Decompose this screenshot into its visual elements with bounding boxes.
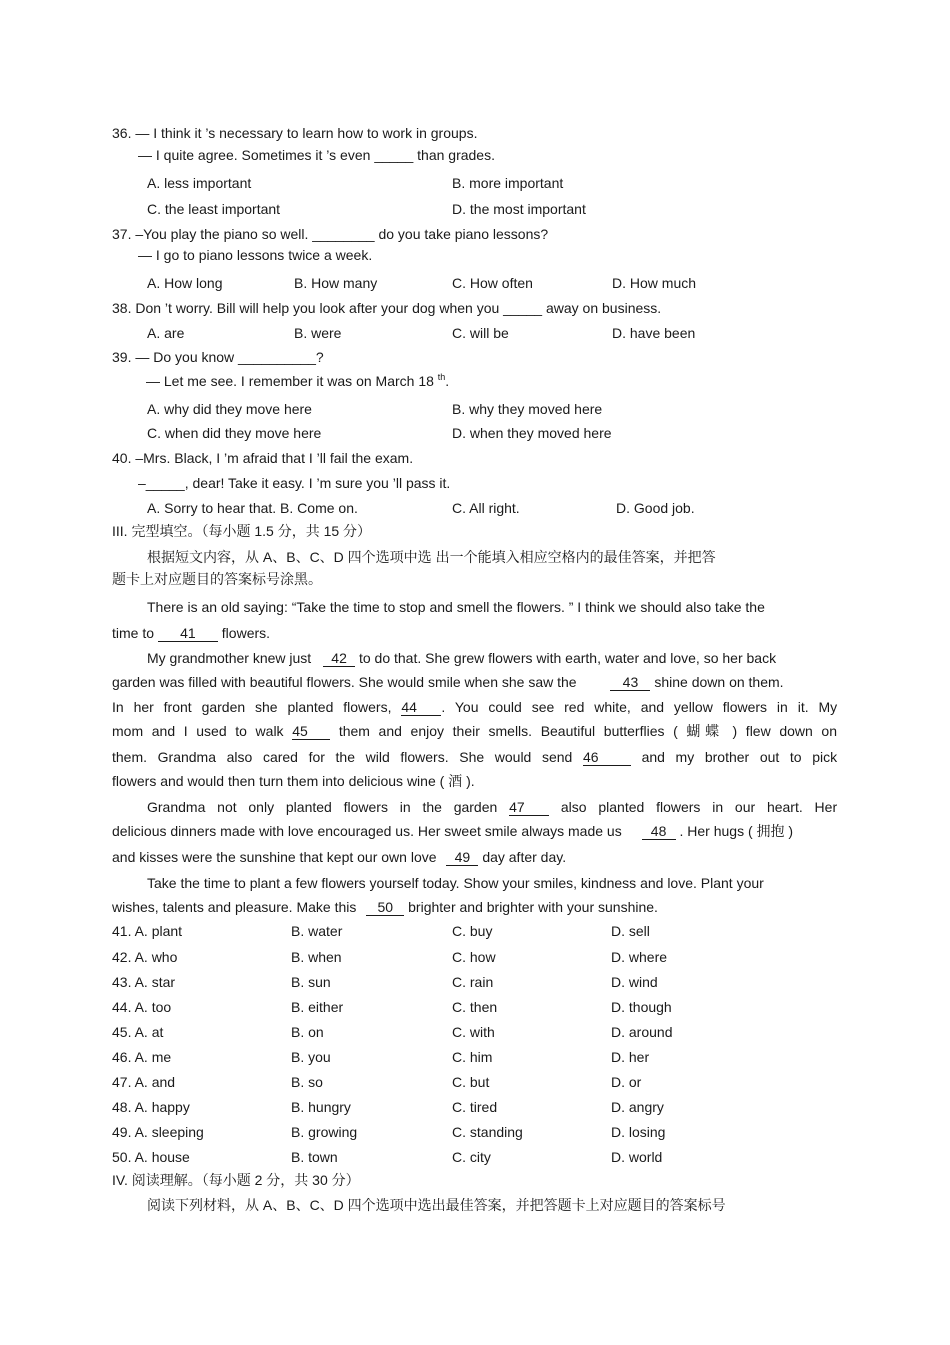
q39-option-c: C. when did they move here [147, 425, 322, 441]
option-44-d: D. though [611, 999, 672, 1015]
passage-line [112, 673, 784, 691]
option-46-c: C. him [452, 1049, 493, 1065]
passage-text: their [452, 723, 480, 739]
passage-text: My grandmother knew just [147, 650, 312, 666]
option-47-a: 47. A. and [112, 1074, 176, 1090]
passage-text: wishes, talents and pleasure. Make this [112, 899, 357, 915]
option-50-d: D. world [611, 1149, 663, 1165]
option-50-a: 50. A. house [112, 1149, 190, 1165]
passage-text: also [226, 749, 253, 765]
q40-stem: 40. –Mrs. Black, I ’m afraid that I ’ll fail the exam. [112, 450, 414, 466]
passage-text: butterflies ( [603, 723, 678, 739]
section-4-instruction: 阅读下列材料，从 A、B、C、D 四个选项中选出最佳答案，并把答题卡上对应题目的答案标号 [147, 1197, 726, 1213]
q36-reply [138, 146, 495, 164]
blank-49: 49 [446, 850, 478, 866]
q39-option-a: A. why did they move here [147, 401, 312, 417]
blank-47: 47 [509, 800, 549, 816]
option-49-c: C. standing [452, 1124, 523, 1140]
passage-text: Grandma [147, 799, 206, 815]
option-41-a: 41. A. plant [112, 923, 183, 939]
section-3-instruction-cont: 题卡上对应题目的答案标号涂黑。 [112, 571, 322, 587]
passage-text: and my [641, 749, 695, 765]
passage-text: and kisses were the sunshine that kept our own love [112, 849, 437, 865]
option-45-c: C. with [452, 1024, 495, 1040]
option-44-a: 44. A. too [112, 999, 172, 1015]
option-49-d: D. losing [611, 1124, 666, 1140]
option-44-c: C. then [452, 999, 498, 1015]
option-49-b: B. growing [291, 1124, 358, 1140]
passage-text: out [759, 749, 780, 765]
passage-text: to [789, 749, 802, 765]
q38-option-d: D. have been [612, 325, 696, 341]
passage-line: flowers and would then turn them into delicious wine ( 酒 ). [112, 773, 475, 789]
passage-text: Her [814, 799, 838, 815]
passage-text: see red white, [531, 699, 631, 715]
option-41-c: C. buy [452, 923, 493, 939]
blank-50: 50 [366, 900, 404, 916]
passage-text: her [133, 699, 154, 715]
q38-stem: 38. Don ’t worry. Bill will help you look after your dog when you _____ away on business. [112, 300, 662, 316]
passage-text: could [488, 699, 522, 715]
option-43-c: C. rain [452, 974, 494, 990]
passage-line [112, 848, 566, 866]
q39-reply-end: . [445, 373, 450, 389]
passage-text: not only [217, 799, 275, 815]
q39-option-d: D. when they moved here [452, 425, 612, 441]
blank-44: 44 [401, 700, 441, 716]
passage-line [112, 898, 658, 916]
passage-text: shine down on them. [654, 674, 784, 690]
option-41-b: B. water [291, 923, 343, 939]
blank-43: 43 [610, 675, 650, 691]
q40-option-d: D. Good job. [616, 500, 695, 516]
passage-text: brighter and brighter with your sunshine. [408, 899, 658, 915]
option-48-a: 48. A. happy [112, 1099, 190, 1115]
q36-reply-end: than grades. [417, 147, 495, 163]
option-43-d: D. wind [611, 974, 658, 990]
q39-reply-text: — Let me see. I remember it was on March 18 [146, 373, 434, 389]
passage-text: our heart. [734, 799, 803, 815]
section-3-title: III. 完型填空。（每小题 1.5 分，共 15 分） [112, 523, 372, 539]
option-42-a: 42. A. who [112, 949, 178, 965]
passage-line: There is an old saying: “Take the time to stop and smell the flowers. ” I think we should also take the [147, 599, 765, 615]
section-3-instruction: 根据短文内容，从 A、B、C、D 四个选项中选 出一个能填入相应空格内的最佳答案，并把答 [147, 549, 716, 565]
passage-text: in [399, 799, 411, 815]
q36-option-b: B. more important [452, 175, 564, 191]
passage-text: She would [459, 749, 532, 765]
option-45-d: D. around [611, 1024, 673, 1040]
passage-text: in [776, 699, 788, 715]
passage-text: My [818, 699, 838, 715]
passage-text: them. [112, 749, 148, 765]
option-48-c: C. tired [452, 1099, 498, 1115]
option-47-c: C. but [452, 1074, 490, 1090]
passage-text: 蝴蝶 [686, 723, 724, 739]
passage-text: time to [112, 625, 155, 641]
q40-reply: –_____, dear! Take it easy. I ’m sure you ’ll pass it. [138, 475, 451, 491]
option-50-b: B. town [291, 1149, 338, 1165]
option-47-d: D. or [611, 1074, 642, 1090]
passage-line: Take the time to plant a few flowers yourself today. Show your smiles, kindness and love. Plant your [147, 875, 764, 891]
q39-reply-sup: th [437, 372, 446, 382]
option-46-b: B. you [291, 1049, 331, 1065]
passage-text: . Her hugs ( 拥抱 ) [679, 823, 794, 839]
q39-stem: 39. — Do you know __________? [112, 349, 324, 365]
blank-42: 42 [323, 651, 355, 667]
option-45-a: 45. A. at [112, 1024, 164, 1040]
option-42-b: B. when [291, 949, 342, 965]
option-43-a: 43. A. star [112, 974, 176, 990]
q37-option-d: D. How much [612, 275, 697, 291]
option-46-d: D. her [611, 1049, 650, 1065]
blank-41: 41 [158, 626, 218, 642]
q37-stem: 37. –You play the piano so well. ________ do you take piano lessons? [112, 226, 549, 242]
passage-text: send [541, 749, 573, 765]
passage-text: delicious dinners made with love encouraged us. Her sweet smile always made us [112, 823, 622, 839]
q36-option-d: D. the most important [452, 201, 586, 217]
blank-46: 46 [583, 750, 631, 766]
q37-option-c: C. How often [452, 275, 533, 291]
q37-reply: — I go to piano lessons twice a week. [138, 247, 373, 263]
option-47-b: B. so [291, 1074, 323, 1090]
passage-text: it. [797, 699, 809, 715]
q37-option-a: A. How long [147, 275, 223, 291]
passage-text: pick [812, 749, 838, 765]
passage-text: and yellow [640, 699, 713, 715]
passage-text: flowers. [221, 625, 271, 641]
blank-48: 48 [642, 824, 676, 840]
option-42-c: C. how [452, 949, 496, 965]
passage-text: garden was filled with beautiful flowers. She would smile when she saw the [112, 674, 577, 690]
passage-text: mom [112, 723, 144, 739]
passage-text: garden she planted flowers, [201, 699, 392, 715]
q36-option-c: C. the least important [147, 201, 281, 217]
passage-text: used to [196, 723, 247, 739]
option-50-c: C. city [452, 1149, 491, 1165]
passage-line [112, 624, 270, 642]
option-45-b: B. on [291, 1024, 324, 1040]
passage-text: the wild [335, 749, 390, 765]
passage-text: In [112, 699, 124, 715]
q40-option-c: C. All right. [452, 500, 520, 516]
passage-text: cared for [262, 749, 325, 765]
blank-45: 45 [292, 724, 330, 740]
passage-text: smells. [488, 723, 533, 739]
q36-blank: _____ [374, 147, 414, 163]
passage-text: Grandma [157, 749, 216, 765]
q36-stem: 36. — I think it ’s necessary to learn how to work in groups. [112, 125, 478, 141]
q40-option-ab: A. Sorry to hear that. B. Come on. [147, 500, 358, 516]
option-46-a: 46. A. me [112, 1049, 172, 1065]
section-4-title: IV. 阅读理解。（每小题 2 分，共 30 分） [112, 1172, 360, 1188]
passage-text: day after day. [482, 849, 567, 865]
option-42-d: D. where [611, 949, 668, 965]
q38-option-c: C. will be [452, 325, 509, 341]
option-48-d: D. angry [611, 1099, 664, 1115]
passage-text: to do that. She grew flowers with earth, water and love, so her back [358, 650, 777, 666]
q38-option-b: B. were [294, 325, 342, 341]
passage-text: flowers. [400, 749, 449, 765]
passage-text: . You [441, 699, 479, 715]
option-44-b: B. either [291, 999, 344, 1015]
passage-line [112, 748, 837, 766]
passage-text: flowers [722, 699, 768, 715]
passage-text: them and enjoy [338, 723, 445, 739]
passage-text: also planted flowers [560, 799, 701, 815]
passage-text: Beautiful [540, 723, 596, 739]
passage-line [112, 698, 837, 716]
passage-text: front [163, 699, 192, 715]
passage-line [112, 822, 793, 840]
q36-option-a: A. less important [147, 175, 252, 191]
passage-text: ) flew down on [732, 723, 837, 739]
q38-option-a: A. are [147, 325, 185, 341]
passage-text: the garden [422, 799, 498, 815]
option-41-d: D. sell [611, 923, 650, 939]
passage-line [147, 649, 776, 667]
passage-text: brother [704, 749, 750, 765]
passage-text: in [712, 799, 724, 815]
passage-line [147, 798, 837, 816]
q39-reply [146, 372, 449, 390]
passage-text: walk [255, 723, 284, 739]
q39-option-b: B. why they moved here [452, 401, 603, 417]
passage-text: planted flowers [285, 799, 388, 815]
option-48-b: B. hungry [291, 1099, 351, 1115]
option-43-b: B. sun [291, 974, 331, 990]
option-49-a: 49. A. sleeping [112, 1124, 204, 1140]
q36-reply-text: — I quite agree. Sometimes it ’s even [138, 147, 371, 163]
passage-text: and I [151, 723, 188, 739]
passage-line [112, 722, 837, 740]
q37-option-b: B. How many [294, 275, 378, 291]
